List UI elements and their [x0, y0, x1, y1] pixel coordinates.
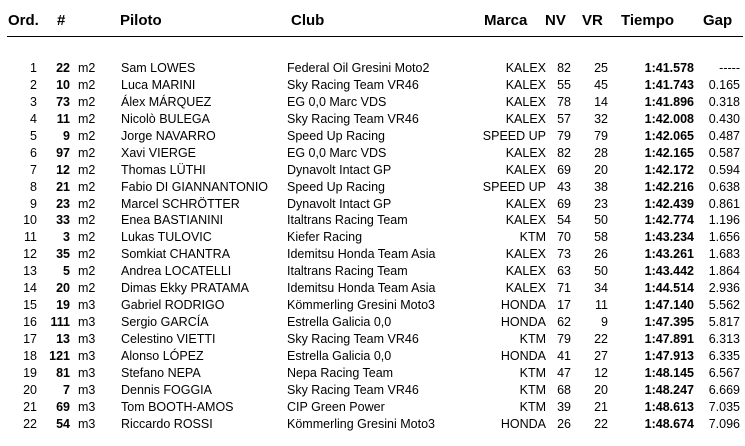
position-cell: 10: [23, 213, 37, 228]
category-cell: m3: [78, 315, 96, 330]
vr-cell: 9: [601, 315, 608, 330]
club-cell: EG 0,0 Marc VDS: [287, 145, 387, 160]
category-cell: m2: [78, 196, 96, 211]
brand-cell: KALEX: [505, 247, 546, 262]
rider-name-cell: Fabio DI GIANNANTONIO: [121, 179, 269, 194]
rider-name-cell: Enea BASTIANINI: [121, 213, 224, 228]
table-row: [0, 230, 745, 247]
vr-cell: 38: [594, 179, 608, 194]
nv-cell: 82: [557, 61, 571, 75]
club-cell: Nepa Racing Team: [287, 365, 394, 380]
nv-cell: 39: [557, 399, 571, 414]
rider-number-cell: 73: [56, 94, 70, 109]
position-cell: 20: [23, 382, 37, 397]
category-cell: m2: [78, 94, 96, 109]
vr-cell: 22: [594, 416, 608, 431]
table-row: [0, 180, 745, 197]
club-cell: Estrella Galicia 0,0: [287, 348, 392, 363]
lap-time-cell: 1:42.008: [644, 111, 694, 126]
brand-cell: KTM: [519, 332, 546, 346]
gap-cell: 0.487: [708, 128, 740, 143]
rider-name-cell: Lukas TULOVIC: [121, 230, 212, 245]
club-cell: Dynavolt Intact GP: [287, 162, 392, 177]
rider-name-cell: Dennis FOGGIA: [121, 382, 212, 397]
nv-cell: 57: [557, 111, 571, 126]
position-cell: 18: [23, 348, 37, 363]
brand-cell: SPEED UP: [482, 128, 546, 143]
lap-time-cell: 1:42.165: [644, 145, 694, 160]
header-divider: [7, 36, 743, 37]
club-cell: CIP Green Power: [287, 399, 385, 414]
lap-time-cell: 1:42.774: [644, 213, 694, 228]
position-cell: 16: [23, 315, 37, 330]
category-cell: m2: [78, 162, 96, 177]
rider-name-cell: Alonso LÓPEZ: [121, 348, 204, 363]
club-cell: Idemitsu Honda Team Asia: [287, 281, 436, 296]
table-row: [0, 366, 745, 383]
category-cell: m2: [78, 128, 96, 143]
lap-time-cell: 1:47.395: [644, 315, 694, 330]
rider-number-cell: 3: [63, 230, 70, 245]
category-cell: m2: [78, 281, 96, 296]
table-row: [0, 383, 745, 400]
lap-time-cell: 1:47.913: [644, 348, 694, 363]
rider-name-cell: Riccardo ROSSI: [121, 416, 213, 431]
vr-cell: 14: [594, 94, 608, 109]
position-cell: 4: [30, 111, 37, 126]
category-cell: m2: [78, 145, 96, 160]
position-cell: 1: [30, 61, 37, 75]
header-tiempo: Tiempo: [621, 12, 675, 29]
rider-name-cell: Andrea LOCATELLI: [121, 264, 232, 279]
nv-cell: 63: [557, 264, 571, 279]
nv-cell: 69: [557, 162, 571, 177]
brand-cell: KALEX: [505, 77, 546, 92]
lap-time-cell: 1:48.247: [644, 382, 694, 397]
lap-time-cell: 1:41.743: [644, 77, 694, 92]
category-cell: m2: [78, 111, 96, 126]
category-cell: m3: [78, 399, 96, 414]
table-row: [0, 400, 745, 417]
table-row: [0, 417, 745, 434]
brand-cell: KALEX: [505, 94, 546, 109]
club-cell: Sky Racing Team VR46: [287, 77, 419, 92]
rider-name-cell: Stefano NEPA: [121, 365, 201, 380]
rider-name-cell: Nicolò BULEGA: [121, 111, 210, 126]
lap-time-cell: 1:44.514: [644, 281, 694, 296]
table-row: [0, 298, 745, 315]
rider-name-cell: Álex MÁRQUEZ: [121, 94, 212, 109]
position-cell: 5: [30, 128, 37, 143]
brand-cell: HONDA: [500, 298, 546, 313]
rider-name-cell: Luca MARINI: [121, 77, 196, 92]
rider-number-cell: 33: [56, 213, 70, 228]
rider-number-cell: 5: [63, 264, 70, 279]
rider-name-cell: Tom BOOTH-AMOS: [121, 399, 234, 414]
table-row: [0, 281, 745, 298]
nv-cell: 55: [557, 77, 571, 92]
position-cell: 14: [23, 281, 37, 296]
lap-time-cell: 1:42.439: [644, 196, 694, 211]
gap-cell: 6.335: [708, 348, 740, 363]
club-cell: Kömmerling Gresini Moto3: [287, 416, 435, 431]
brand-cell: KTM: [519, 230, 546, 245]
brand-cell: HONDA: [500, 315, 546, 330]
lap-time-cell: 1:41.896: [644, 94, 694, 109]
header-ord: Ord.: [8, 12, 39, 29]
club-cell: Italtrans Racing Team: [287, 264, 408, 279]
position-cell: 3: [30, 94, 37, 109]
results-table: [0, 61, 745, 434]
club-cell: Sky Racing Team VR46: [287, 332, 419, 346]
rider-number-cell: 35: [56, 247, 70, 262]
brand-cell: KALEX: [505, 111, 546, 126]
club-cell: Speed Up Racing: [287, 128, 385, 143]
rider-name-cell: Marcel SCHRÖTTER: [121, 196, 240, 211]
category-cell: m2: [78, 264, 96, 279]
nv-cell: 73: [557, 247, 571, 262]
club-cell: Sky Racing Team VR46: [287, 382, 419, 397]
position-cell: 13: [23, 264, 37, 279]
nv-cell: 71: [557, 281, 571, 296]
nv-cell: 79: [557, 332, 571, 346]
lap-time-cell: 1:48.674: [644, 416, 694, 431]
gap-cell: 1.656: [708, 230, 740, 245]
rider-number-cell: 54: [56, 416, 70, 431]
header-marca: Marca: [484, 12, 528, 29]
position-cell: 11: [24, 230, 37, 245]
lap-time-cell: 1:42.172: [644, 162, 694, 177]
vr-cell: 27: [594, 348, 608, 363]
rider-number-cell: 21: [56, 179, 70, 194]
rider-number-cell: 69: [56, 399, 70, 414]
rider-number-cell: 121: [49, 348, 70, 363]
category-cell: m3: [78, 382, 96, 397]
rider-number-cell: 23: [56, 196, 70, 211]
position-cell: 9: [30, 196, 37, 211]
gap-cell: 2.936: [708, 281, 740, 296]
brand-cell: KALEX: [505, 61, 546, 75]
lap-time-cell: 1:42.216: [644, 179, 694, 194]
category-cell: m2: [78, 179, 96, 194]
table-row: [0, 213, 745, 230]
position-cell: 15: [23, 298, 37, 313]
brand-cell: KTM: [519, 382, 546, 397]
table-row: [0, 197, 745, 214]
vr-cell: 26: [594, 247, 608, 262]
table-row: [0, 146, 745, 163]
club-cell: Speed Up Racing: [287, 179, 385, 194]
rider-name-cell: Xavi VIERGE: [121, 145, 197, 160]
nv-cell: 70: [557, 230, 571, 245]
vr-cell: 23: [594, 196, 608, 211]
lap-time-cell: 1:43.261: [644, 247, 694, 262]
table-row: [0, 163, 745, 180]
category-cell: m3: [78, 365, 96, 380]
gap-cell: 6.669: [708, 382, 740, 397]
nv-cell: 82: [557, 145, 571, 160]
rider-number-cell: 13: [56, 332, 70, 346]
vr-cell: 20: [594, 162, 608, 177]
table-row: [0, 349, 745, 366]
vr-cell: 58: [594, 230, 608, 245]
category-cell: m2: [78, 230, 96, 245]
gap-cell: 0.587: [708, 145, 740, 160]
vr-cell: 22: [594, 332, 608, 346]
nv-cell: 69: [557, 196, 571, 211]
club-cell: Sky Racing Team VR46: [287, 111, 419, 126]
rider-name-cell: Somkiat CHANTRA: [121, 247, 231, 262]
brand-cell: SPEED UP: [482, 179, 546, 194]
lap-time-cell: 1:48.613: [644, 399, 694, 414]
rider-number-cell: 9: [63, 128, 70, 143]
category-cell: m2: [78, 77, 96, 92]
rider-name-cell: Jorge NAVARRO: [121, 128, 216, 143]
category-cell: m2: [78, 61, 96, 75]
club-cell: Federal Oil Gresini Moto2: [287, 61, 430, 75]
position-cell: 19: [23, 365, 37, 380]
header-club: Club: [291, 12, 325, 29]
gap-cell: 0.861: [708, 196, 740, 211]
brand-cell: KALEX: [505, 145, 546, 160]
gap-cell: 1.864: [708, 264, 740, 279]
club-cell: Kömmerling Gresini Moto3: [287, 298, 435, 313]
vr-cell: 34: [594, 281, 608, 296]
table-row: [0, 264, 745, 281]
rider-number-cell: 22: [56, 61, 70, 75]
gap-cell: 5.562: [708, 298, 740, 313]
nv-cell: 17: [557, 298, 571, 313]
gap-cell: 7.035: [708, 399, 740, 414]
category-cell: m3: [78, 348, 96, 363]
position-cell: 21: [23, 399, 37, 414]
position-cell: 2: [30, 77, 37, 92]
rider-number-cell: 111: [50, 315, 70, 330]
category-cell: m3: [78, 298, 96, 313]
rider-number-cell: 10: [56, 77, 70, 92]
header-number: #: [57, 12, 66, 29]
rider-name-cell: Sergio GARCÍA: [121, 315, 209, 330]
gap-cell: 0.638: [708, 179, 740, 194]
vr-cell: 50: [594, 213, 608, 228]
vr-cell: 32: [594, 111, 608, 126]
category-cell: m3: [78, 332, 96, 346]
rider-number-cell: 81: [56, 365, 70, 380]
brand-cell: KALEX: [505, 213, 546, 228]
brand-cell: KALEX: [505, 162, 546, 177]
lap-time-cell: 1:47.891: [644, 332, 694, 346]
nv-cell: 41: [557, 348, 571, 363]
gap-cell: 7.096: [708, 416, 740, 431]
table-row: [0, 95, 745, 112]
vr-cell: 21: [594, 399, 608, 414]
brand-cell: KALEX: [505, 281, 546, 296]
gap-cell: 6.313: [708, 332, 740, 346]
club-cell: Italtrans Racing Team: [287, 213, 408, 228]
position-cell: 6: [30, 145, 37, 160]
position-cell: 7: [30, 162, 37, 177]
gap-cell: 0.165: [708, 77, 740, 92]
position-cell: 17: [23, 332, 37, 346]
brand-cell: KALEX: [505, 264, 546, 279]
lap-time-cell: 1:42.065: [644, 128, 694, 143]
nv-cell: 43: [557, 179, 571, 194]
gap-cell: 1.683: [708, 247, 740, 262]
lap-time-cell: 1:47.140: [644, 298, 694, 313]
table-row: [0, 332, 745, 349]
nv-cell: 79: [557, 128, 571, 143]
table-header: [0, 12, 745, 32]
rider-name-cell: Gabriel RODRIGO: [121, 298, 225, 313]
category-cell: m3: [78, 416, 96, 431]
vr-cell: 20: [594, 382, 608, 397]
nv-cell: 78: [557, 94, 571, 109]
header-nv: NV: [545, 12, 566, 29]
category-cell: m2: [78, 247, 96, 262]
gap-cell: 0.318: [708, 94, 740, 109]
rider-name-cell: Celestino VIETTI: [121, 332, 216, 346]
lap-time-cell: 1:48.145: [644, 365, 694, 380]
vr-cell: 50: [594, 264, 608, 279]
vr-cell: 79: [594, 128, 608, 143]
nv-cell: 68: [557, 382, 571, 397]
gap-cell: 5.817: [708, 315, 740, 330]
brand-cell: KTM: [519, 365, 546, 380]
rider-number-cell: 19: [56, 298, 70, 313]
category-cell: m2: [78, 213, 96, 228]
table-row: [0, 129, 745, 146]
gap-cell: -----: [719, 61, 740, 75]
rider-number-cell: 12: [56, 162, 70, 177]
club-cell: Idemitsu Honda Team Asia: [287, 247, 436, 262]
brand-cell: KALEX: [505, 196, 546, 211]
nv-cell: 26: [557, 416, 571, 431]
club-cell: Estrella Galicia 0,0: [287, 315, 392, 330]
rider-name-cell: Sam LOWES: [121, 61, 196, 75]
table-row: [0, 78, 745, 95]
table-row: [0, 247, 745, 264]
table-row: [0, 315, 745, 332]
vr-cell: 12: [594, 365, 608, 380]
table-row: [0, 61, 745, 78]
club-cell: Kiefer Racing: [287, 230, 363, 245]
header-vr: VR: [582, 12, 603, 29]
vr-cell: 25: [594, 61, 608, 75]
rider-number-cell: 20: [56, 281, 70, 296]
rider-name-cell: Thomas LÜTHI: [121, 162, 206, 177]
lap-time-cell: 1:41.578: [644, 61, 694, 75]
vr-cell: 45: [594, 77, 608, 92]
position-cell: 12: [23, 247, 37, 262]
position-cell: 8: [30, 179, 37, 194]
gap-cell: 1.196: [708, 213, 740, 228]
rider-number-cell: 11: [56, 111, 70, 126]
brand-cell: HONDA: [500, 416, 546, 431]
club-cell: EG 0,0 Marc VDS: [287, 94, 387, 109]
brand-cell: KTM: [519, 399, 546, 414]
club-cell: Dynavolt Intact GP: [287, 196, 392, 211]
rider-name-cell: Dimas Ekky PRATAMA: [121, 281, 250, 296]
position-cell: 22: [23, 416, 37, 431]
vr-cell: 28: [594, 145, 608, 160]
lap-time-cell: 1:43.442: [644, 264, 694, 279]
rider-number-cell: 97: [56, 145, 70, 160]
vr-cell: 11: [595, 298, 608, 313]
nv-cell: 54: [557, 213, 571, 228]
nv-cell: 62: [557, 315, 571, 330]
header-piloto: Piloto: [120, 12, 162, 29]
lap-time-cell: 1:43.234: [644, 230, 694, 245]
nv-cell: 47: [557, 365, 571, 380]
rider-number-cell: 7: [63, 382, 70, 397]
gap-cell: 0.430: [708, 111, 740, 126]
brand-cell: HONDA: [500, 348, 546, 363]
gap-cell: 6.567: [708, 365, 740, 380]
gap-cell: 0.594: [708, 162, 740, 177]
table-row: [0, 112, 745, 129]
header-gap: Gap: [703, 12, 733, 29]
